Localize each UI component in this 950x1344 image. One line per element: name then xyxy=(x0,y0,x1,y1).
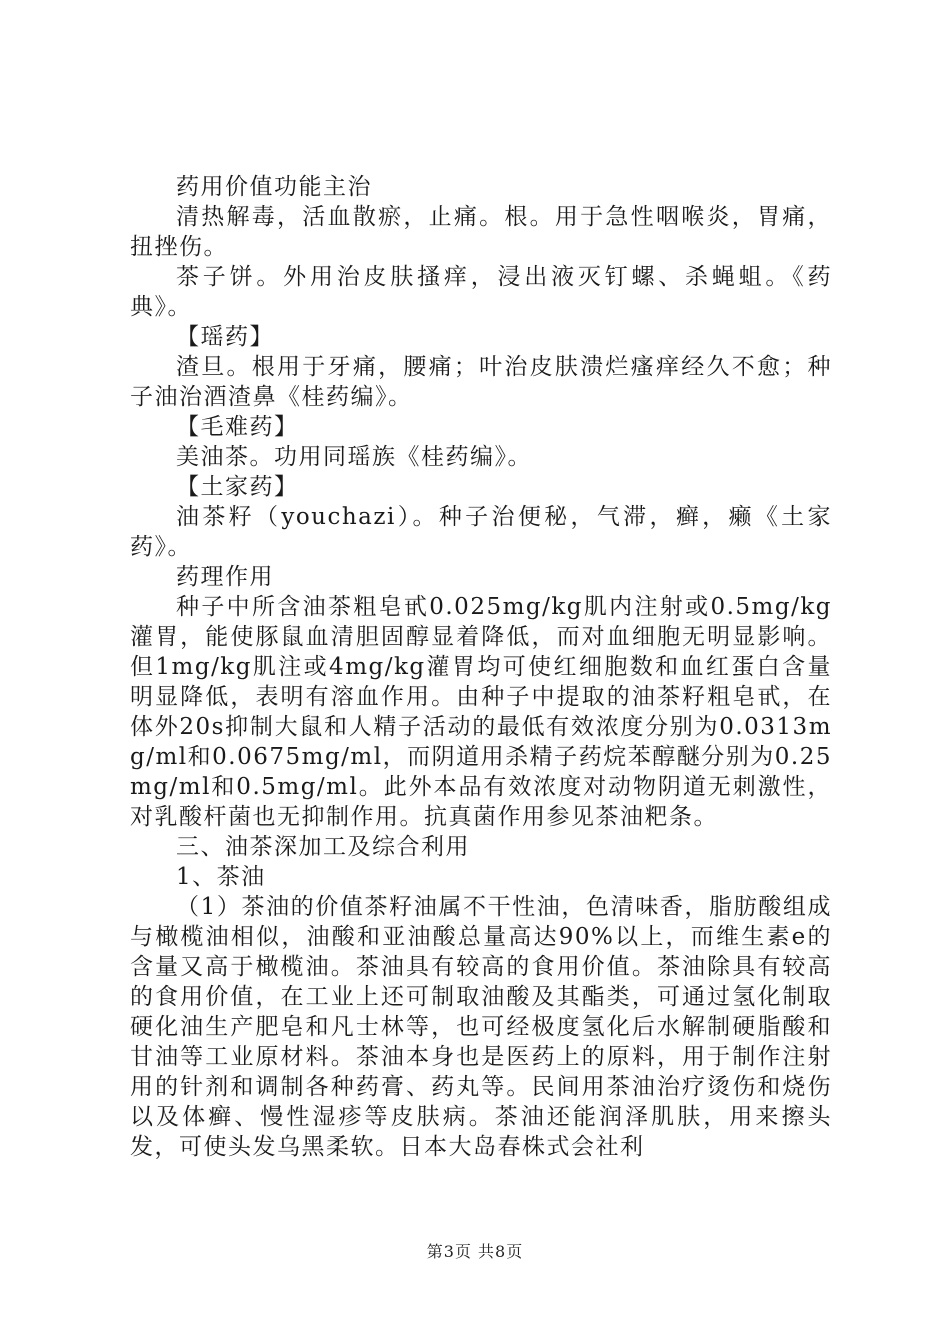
heading-maonan-medicine: 【毛难药】 xyxy=(176,414,299,440)
paragraph-tea-seed-cake: 茶子饼。外用治皮肤搔痒，浸出液灭钉螺、杀蝇蛆。《药典》。 xyxy=(130,264,832,320)
paragraph-tea-oil-value: （1）茶油的价值茶籽油属不干性油，色清味香，脂肪酸组成与橄榄油相似，油酸和亚油酸总量高达90%以上，而维生素e的含量又高于橄榄油。茶油具有较高的食用价值。茶油除具有较高的食用价值，在工业上还可制取油酸及其酯类，可通过氢化制取硬化油生产肥皂和凡士林等，也可经极度氢化后水解制硬脂酸和甘油等工业原材料。茶油本身也是医药上的原料，用于制作注射用的针剂和调制各种药膏、药丸等。民间用茶油治疗烫伤和烧伤以及体癣、慢性湿疹等皮肤病。茶油还能润泽肌肤，用来擦头发，可使头发乌黑柔软。日本大岛春株式会社利 xyxy=(130,894,832,1160)
document-body xyxy=(130,172,832,1162)
paragraph-functions: 清热解毒，活血散瘀，止痛。根。用于急性咽喉炎，胃痛，扭挫伤。 xyxy=(130,204,832,260)
paragraph-yao-medicine: 渣旦。根用于牙痛，腰痛；叶治皮肤溃烂瘙痒经久不愈；种子油治酒渣鼻《桂药编》。 xyxy=(130,354,832,410)
paragraph-pharmacology: 种子中所含油茶粗皂甙0.025mg/kg肌内注射或0.5mg/kg灌胃，能使豚鼠血清胆固醇显着降低，而对血细胞无明显影响。但1mg/kg肌注或4mg/kg灌胃均可使红细胞数和血红蛋白含量明显降低，表明有溶血作用。由种子中提取的油茶籽粗皂甙，在体外20s抑制大鼠和人精子活动的最低有效浓度分别为0.0313mg/ml和0.0675mg/ml，而阴道用杀精子药烷苯醇醚分别为0.25mg/ml和0.5mg/ml。此外本品有效浓度对动物阴道无刺激性，对乳酸杆菌也无抑制作用。抗真菌作用参见茶油粑条。 xyxy=(130,594,832,830)
subheading-tea-oil: 1、茶油 xyxy=(176,864,266,890)
section-heading-deep-processing: 三、油茶深加工及综合利用 xyxy=(176,834,470,860)
page-number-footer: 第3页 共8页 xyxy=(426,1242,524,1261)
paragraph-tujia-medicine: 油茶籽（youchazi）。种子治便秘，气滞，癣，癞《土家药》。 xyxy=(130,504,832,560)
paragraph-maonan-medicine: 美油茶。功用同瑶族《桂药编》。 xyxy=(176,444,532,470)
section-heading-medicinal-value: 药用价值功能主治 xyxy=(176,174,372,200)
heading-yao-medicine: 【瑶药】 xyxy=(176,324,274,350)
section-heading-pharmacology: 药理作用 xyxy=(176,564,274,590)
heading-tujia-medicine: 【土家药】 xyxy=(176,474,299,500)
